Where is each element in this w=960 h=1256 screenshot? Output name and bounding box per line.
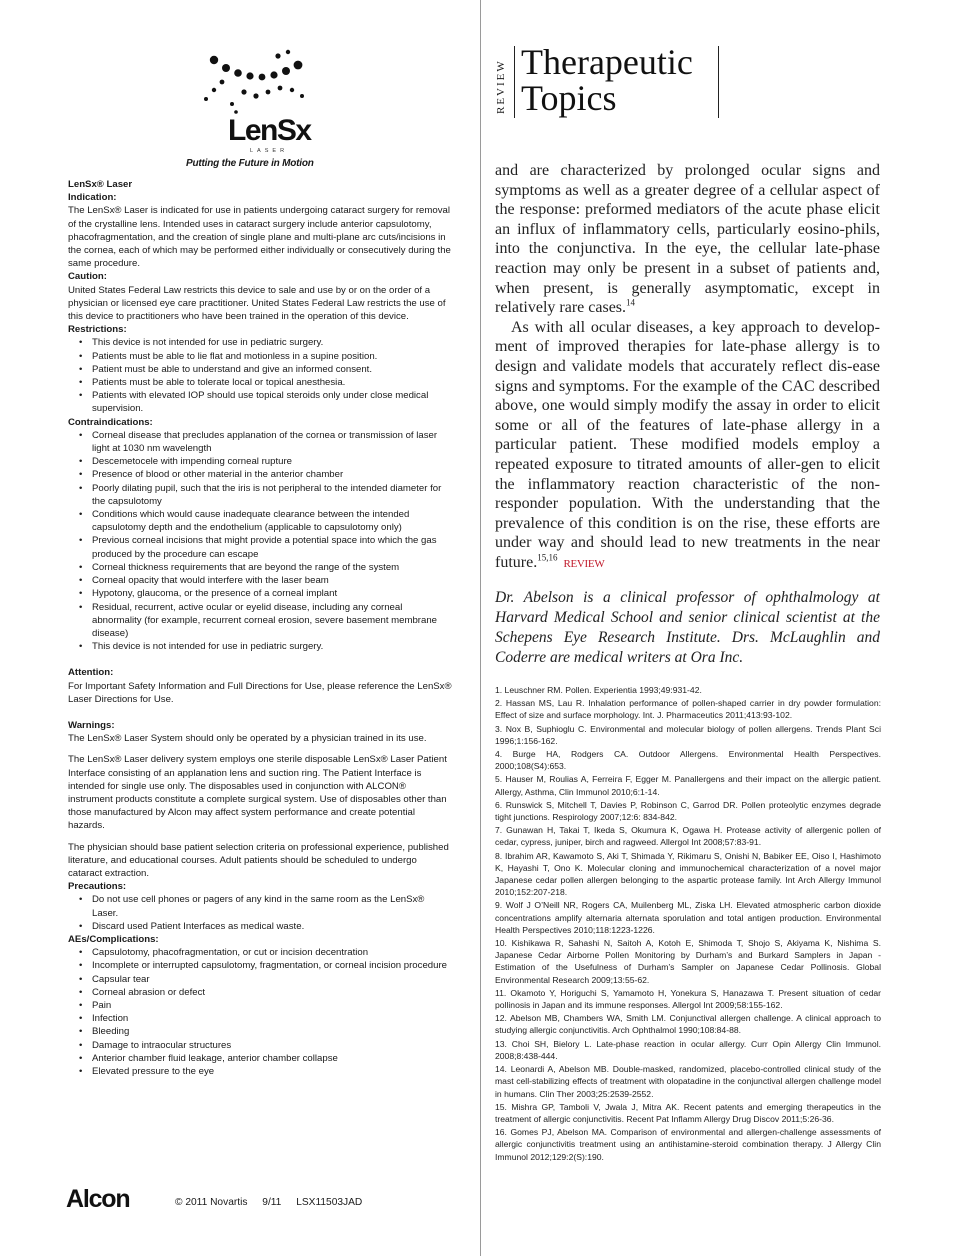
reference-item: 14. Leonardi A, Abelson MB. Double-masked, randomized, placebo-controlled clinical study of the mast cell-stabilizing effects of treatment with olopatadine in the conjunctival allergen challenge model in humans. Clin Ther 2003;25:2539-2552.: [495, 1064, 881, 1099]
reference-item: 13. Choi SH, Bielory L. Late-phase reaction in ocular allergy. Curr Opin Allergy Clin Immunol. 2008;8:438-444.: [495, 1038, 881, 1061]
contraindications-heading: Contraindications:: [68, 416, 153, 428]
ad-date: 9/11: [262, 1197, 282, 1208]
warnings-paragraph: The LenSx® Laser delivery system employs one sterile disposable LenSx® Laser Patient Interface consisting of an applanation lens and suction ring. The Patient Interface is intended for single use only. The disposables used in conjunction with ALCON® instrument products constitute a complete surgical system. Use of disposables other than those manufactured by Alcon may affect system performance and create potential hazards.: [68, 754, 447, 832]
list-item: • This device is not intended for use in pediatric surgery.: [68, 640, 453, 653]
list-item: • Patients must be able to lie flat and motionless in a supine position.: [68, 350, 453, 363]
indication-heading: Indication:: [68, 192, 117, 204]
paragraph-text: and are characterized by prolonged ocular signs and symptoms as well as a greater degree of a cellular aspect of the response: preformed mediators of the acute phase elicit an influx of inflammatory cells, particularly eosino-phils, into the conjunctiva. In the eye, the cellular late-phase reaction may only be present in a subset of patients and, when present, is generally asymptomatic, except in relatively rare cases.: [495, 162, 880, 317]
caution-text: United States Federal Law restricts this device to sale and use by or on the order of a physician or licensed eye care practitioner. United States Federal Law restricts the use of this device to practitioners who have been trained in the operation of this device.: [68, 284, 446, 323]
list-item: • Patient must be able to understand and give an informed consent.: [68, 363, 453, 376]
warnings-heading: Warnings:: [68, 719, 115, 731]
reference-item: 6. Runswick S, Mitchell T, Davies P, Robinson C, Garrod DR. Pollen proteolytic enzymes degrade tight junctions. Respirology 2007;12:6: 834-842.: [495, 799, 881, 823]
list-item: • Incomplete or interrupted capsulotomy, fragmentation, or corneal incision procedure: [68, 959, 453, 972]
copyright: © 2011 Novartis: [175, 1197, 248, 1208]
product-name: LenSx® Laser: [68, 179, 133, 190]
list-item: • Anterior chamber fluid leakage, anterior chamber collapse: [68, 1052, 453, 1065]
list-item: • Do not use cell phones or pagers of any kind in the same room as the LenSx® Laser.: [68, 893, 453, 919]
list-item: • Pain: [68, 999, 453, 1012]
warnings-paragraph: The LenSx® Laser System should only be operated by a physician trained in its use.: [68, 733, 427, 745]
reference-item: 2. Hassan MS, Lau R. Inhalation performance of pollen-shaped carrier in dry powder formulation: Effect of size and surface morphology. Int. J. Pharmaceutics 2011;413:93-102.: [495, 698, 881, 721]
list-item: • Corneal thickness requirements that are beyond the range of the system: [68, 561, 453, 574]
reference-item: 8. Ibrahim AR, Kawamoto S, Aki T, Shimada Y, Rikimaru S, Onishi N, Babiker EE, Oiso I, Hashimoto K, Hayashi T, Ono K. Molecular cloning and immunochemical characterization of a novel major Japanese cedar pollen allergen belonging to the aspartic protease family. Int Arch Allergy Immunol 2010;152:207-218.: [495, 850, 881, 898]
reference-item: 16. Gomes PJ, Abelson MA. Comparison of environmental and allergen-challenge assessments of allergic conjunctivitis treatment using an antihistamine-steroid combination therapy. J Allergy Clin Immunol 2012;129:2(S):190.: [495, 1127, 881, 1162]
section-tag: [495, 44, 515, 118]
restrictions-list: [68, 336, 453, 415]
section-title-line1: Therapeutic: [521, 42, 693, 82]
reference-item: 4. Burge HA, Rodgers CA. Outdoor Allergens. Environmental Health Perspectives. 2000;108(S4):653.: [495, 749, 881, 772]
author-bio: Dr. Abelson is a clinical professor of ophthalmology at Harvard Medical School and senior clinical scientist at the Schepens Eye Research Institute. Drs. McLaughlin and Coderre are medical writers at Ora Inc.: [495, 589, 880, 666]
references-list: [495, 684, 881, 1164]
reference-item: 10. Kishikawa R, Sahashi N, Saitoh A, Kotoh E, Shimoda T, Shojo S, Akiyama K, Nishima S. Japanese Cedar Airborne Pollen Monitoring by Durham’s and Burkard Samplers in Japan - Estimation of the Usefulness of Durham’s Sampler on Japanese Cedar Pollinosis. Global Environmental Research 2009;13:55-62.: [495, 938, 881, 985]
list-item: • Patients must be able to tolerate local or topical anesthesia.: [68, 376, 453, 389]
list-item: • Hypotony, glaucoma, or the presence of a corneal implant: [68, 587, 453, 600]
alcon-wordmark: Alcon: [66, 1186, 130, 1210]
ad-code: LSX11503JAD: [296, 1197, 363, 1208]
list-item: • Elevated pressure to the eye: [68, 1065, 453, 1078]
section-tag-text: REVIEW: [495, 59, 507, 114]
reference-item: 7. Gunawan H, Takai T, Ikeda S, Okumura K, Ogawa H. Protease activity of allergenic pollen of cedar, cypress, juniper, birch and ragweed. Allergol Int 2008;57:83-91.: [495, 825, 881, 848]
article-paragraph: [495, 161, 880, 318]
reference-item: 12. Abelson MB, Chambers WA, Smith LM. Conjunctival allergen challenge. A clinical approach to studying allergic conjunctivitis. Arch Ophthalmol 1990;108:84-88.: [495, 1013, 881, 1036]
aes-list: [68, 946, 453, 1078]
restrictions-heading: Restrictions:: [68, 324, 127, 336]
article-body: [495, 161, 880, 574]
list-item: • Damage to intraocular structures: [68, 1039, 453, 1052]
list-item: • Capsular tear: [68, 973, 453, 986]
list-item: • Bleeding: [68, 1025, 453, 1038]
ad-footer: [175, 1197, 374, 1208]
list-item: • Previous corneal incisions that might provide a potential space into which the gas produced by the procedure can escape: [68, 534, 453, 560]
citation: 15,16: [537, 552, 558, 563]
list-item: • Corneal abrasion or defect: [68, 986, 453, 999]
paragraph-text: As with all ocular diseases, a key approach to develop-ment of improved therapies for late-phase allergy is to design and validate models that accurately reflect dis-ease signs and symptoms. For the example of the CAC described above, one would simply modify the assay in order to elicit some or all of the features of late-phase allergy in a particular patient. These modified models employ a repeated exposure to titrated amounts of aller-gen to elicit the inflammatory reaction characteristic of the non-responder population. With the understanding that the prevalence of this condition is on the rise, these efforts are under way and should lead to new treatments in the near future.: [495, 318, 880, 571]
lensx-logo: [192, 48, 332, 158]
list-item: • Presence of blood or other material in the anterior chamber: [68, 468, 453, 481]
list-item: • Residual, recurrent, active ocular or eyelid disease, including any corneal abnormality (for example, recurrent corneal erosion, severe basement membrane disease): [68, 601, 453, 641]
reference-item: 5. Hauser M, Roulias A, Ferreira F, Egger M. Panallergens and their impact on the allergic patient. Allergy, Asthma, Clin Immunol 2010;6:1-14.: [495, 774, 881, 797]
warnings-paragraph: The physician should base patient selection criteria on professional experience, published literature, and educational courses. Adult patients should be scheduled to undergo cataract extraction.: [68, 841, 449, 879]
attention-heading: Attention:: [68, 667, 114, 679]
list-item: • Infection: [68, 1012, 453, 1025]
lensx-tagline: Putting the Future in Motion: [186, 158, 314, 169]
indication-text: The LenSx® Laser is indicated for use in patients undergoing cataract surgery for removal of the crystalline lens. Intended uses in cataract surgery include anterior capsulotomy, phacofragmentation, and the creation of single plane and multi-plane arc cuts/incisions in the cornea, each of which may be performed either individually or consecutively during the same procedure.: [68, 205, 451, 270]
prescribing-information: [68, 178, 453, 1078]
title-rule: [514, 46, 515, 118]
reference-item: 11. Okamoto Y, Horiguchi S, Yamamoto H, Yonekura S, Hanazawa T. Present situation of cedar pollinosis in Japan and its immune responses. Allergol Int 2009;58:155-162.: [495, 987, 881, 1011]
reference-item: 9. Wolf J O’Neill NR, Rogers CA, Muilenberg ML, Ziska LH. Elevated atmospheric carbon dioxide concentrations amplify alternaria alternata sporulation and total antigen production. Environmental Health Perspectives 2010;118:1223-1226.: [495, 900, 881, 935]
contraindications-list: [68, 429, 453, 653]
reference-item: 3. Nox B, Suphioglu C. Environmental and molecular biology of pollen allergens. Trends Plant Sci 1996;1:156-162.: [495, 723, 881, 746]
list-item: • Discard used Patient Interfaces as medical waste.: [68, 920, 453, 933]
caution-heading: Caution:: [68, 271, 107, 283]
attention-text: For Important Safety Information and Full Directions for Use, please reference the LenSx® Laser Directions for Use.: [68, 680, 452, 705]
list-item: • Conditions which would cause inadequate clearance between the intended capsulotomy depth and the endothelium (applicable to capsulotomy only): [68, 508, 453, 534]
aes-heading: AEs/Complications:: [68, 933, 159, 945]
reference-item: 1. Leuschner RM. Pollen. Experientia 1993;49:931-42.: [495, 685, 702, 695]
section-title: [521, 44, 693, 116]
article-paragraph: [495, 318, 880, 575]
list-item: • Patients with elevated IOP should use topical steroids only under close medical supervision.: [68, 389, 453, 415]
end-mark: REVIEW: [563, 557, 605, 570]
reference-item: 15. Mishra GP, Tamboli V, Jwala J, Mitra AK. Recent patents and emerging therapeutics in the treatment of allergic conjunctivitis. Recent Pat Inflamm Allergy Drug Discov 2011;5:26-36.: [495, 1101, 881, 1124]
list-item: • Corneal opacity that would interfere with the laser beam: [68, 574, 453, 587]
section-title-line2: Topics: [521, 78, 617, 118]
alcon-logo: [66, 1186, 158, 1210]
lensx-wordmark: LenSx: [228, 114, 311, 147]
list-item: • Corneal disease that precludes applanation of the cornea or transmission of laser light at 1030 nm wavelength: [68, 429, 453, 455]
list-item: • Descemetocele with impending corneal rupture: [68, 455, 453, 468]
list-item: • Poorly dilating pupil, such that the iris is not peripheral to the intended diameter for the capsulotomy: [68, 482, 453, 508]
precautions-heading: Precautions:: [68, 881, 127, 893]
lensx-laser-sub: LASER: [250, 148, 289, 154]
list-item: • This device is not intended for use in pediatric surgery.: [68, 336, 453, 349]
title-rule: [718, 46, 719, 118]
list-item: • Capsulotomy, phacofragmentation, or cut or incision decentration: [68, 946, 453, 959]
citation: 14: [626, 297, 636, 308]
precautions-list: [68, 893, 453, 933]
